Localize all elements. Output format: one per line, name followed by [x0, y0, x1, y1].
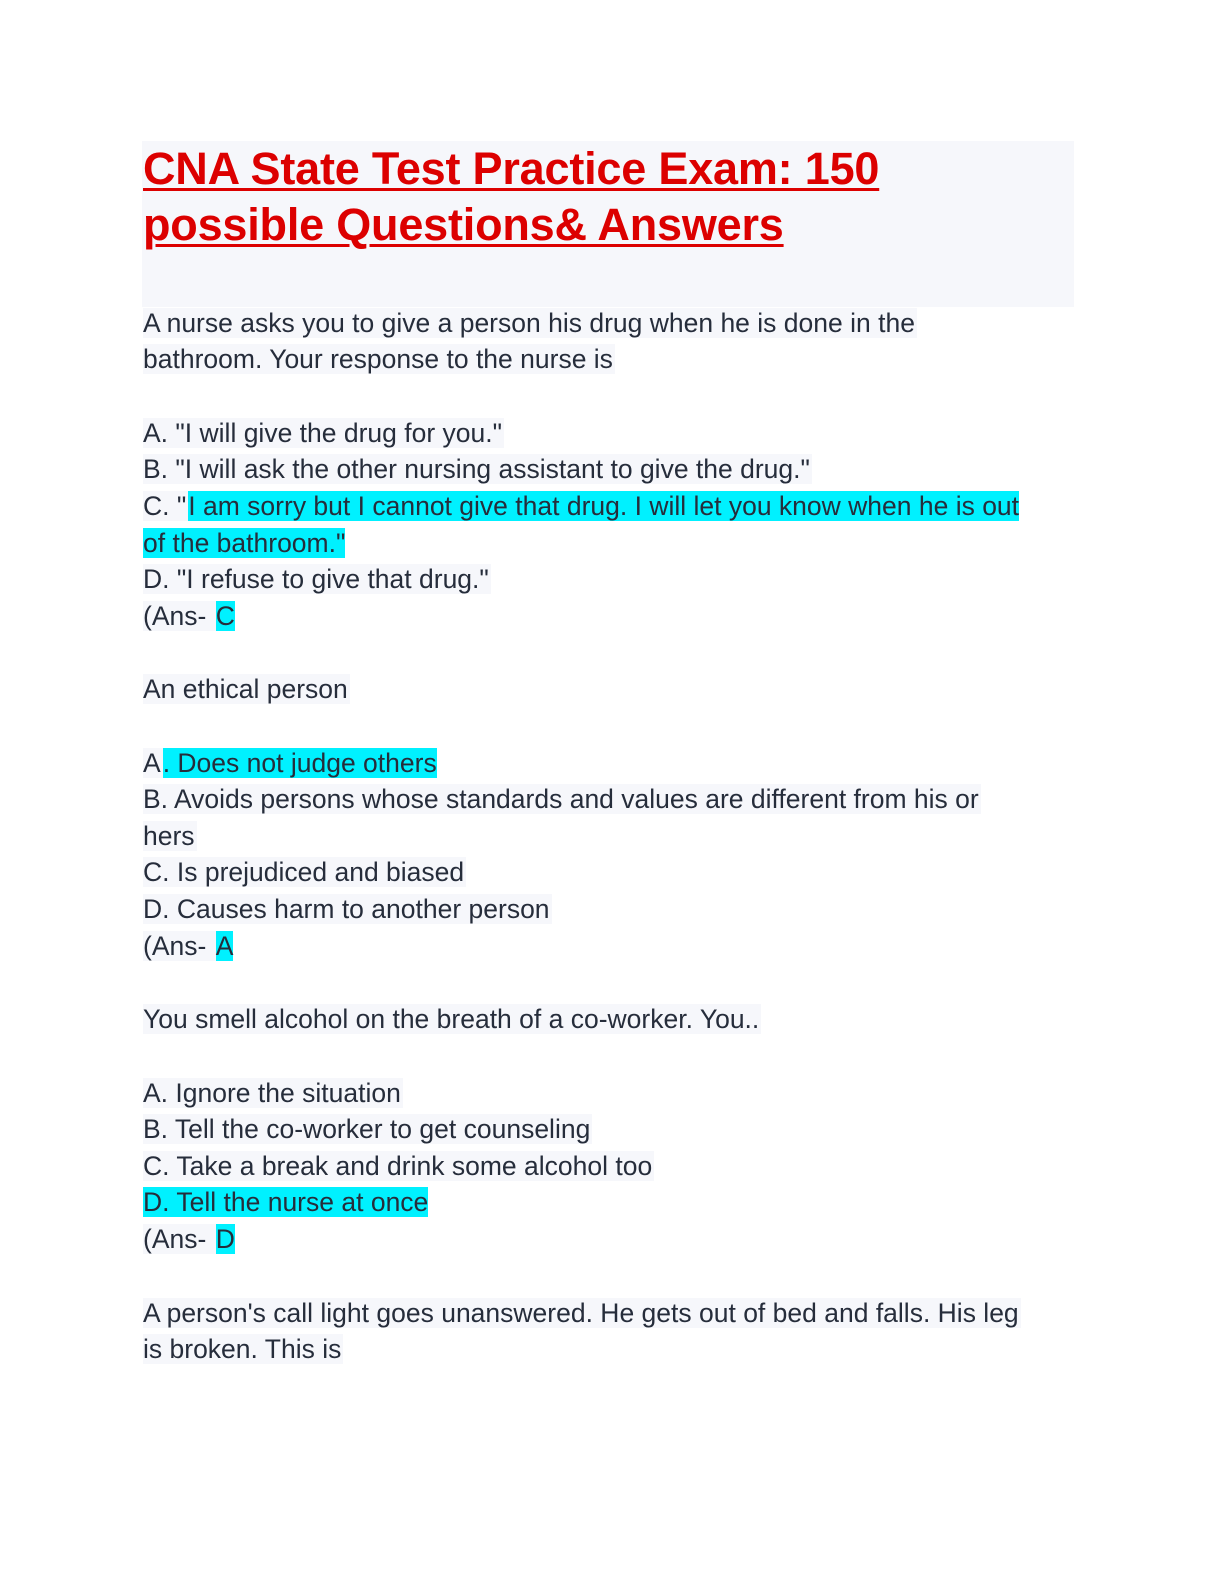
- q3-answer: (Ans- D: [143, 1224, 235, 1254]
- document-title: [143, 141, 879, 253]
- q3-option-b: B. Tell the co-worker to get counseling: [143, 1114, 591, 1144]
- q1-answer: (Ans- C: [143, 601, 235, 631]
- q2-correct-highlight: . Does not judge others: [162, 748, 437, 778]
- title-line-1: CNA State Test Practice Exam: 150: [143, 143, 880, 194]
- q1-option-a: A. "I will give the drug for you.": [143, 418, 503, 448]
- q1-stem-line-1: A nurse asks you to give a person his drug when he is done in the: [143, 308, 915, 338]
- q2-answer-letter: A: [215, 931, 234, 961]
- q3-option-c: C. Take a break and drink some alcohol too: [143, 1151, 653, 1181]
- q4-stem-line-1: A person's call light goes unanswered. He gets out of bed and falls. His leg: [143, 1298, 1019, 1328]
- q2-stem: An ethical person: [143, 674, 348, 704]
- q2-option-b-line-1: B. Avoids persons whose standards and values are different from his or: [143, 784, 979, 814]
- q2-option-c: C. Is prejudiced and biased: [143, 857, 465, 887]
- q3-stem: You smell alcohol on the breath of a co-worker. You..: [143, 1004, 760, 1034]
- title-line-2: possible Questions& Answers: [143, 199, 784, 250]
- q1-correct-highlight: I am sorry but I cannot give that drug. I will let you know when he is out: [188, 491, 1020, 521]
- q3-option-d: [143, 1184, 428, 1220]
- q2-option-d: D. Causes harm to another person: [143, 894, 550, 924]
- q1-option-b: B. "I will ask the other nursing assistant to give the drug.": [143, 454, 810, 484]
- q1-answer-letter: C: [215, 601, 235, 631]
- q2-answer: (Ans- A: [143, 931, 234, 961]
- q2-option-b-line-2: hers: [143, 821, 195, 851]
- q4-stem-line-2: is broken. This is: [143, 1334, 342, 1364]
- q1-option-d: D. "I refuse to give that drug.": [143, 564, 489, 594]
- q2-option-a: A. Does not judge others: [143, 748, 437, 778]
- q3-correct-highlight: D. Tell the nurse at once: [143, 1187, 429, 1217]
- q3-option-a: A. Ignore the situation: [143, 1078, 401, 1108]
- q1-stem-line-2: bathroom. Your response to the nurse is: [143, 344, 613, 374]
- q3-answer-letter: D: [215, 1224, 235, 1254]
- q1-option-c-line-1: C. "I am sorry but I cannot give that drug. I will let you know when he is out: [143, 491, 1020, 521]
- q1-option-c-line-2: of the bathroom.": [143, 528, 346, 558]
